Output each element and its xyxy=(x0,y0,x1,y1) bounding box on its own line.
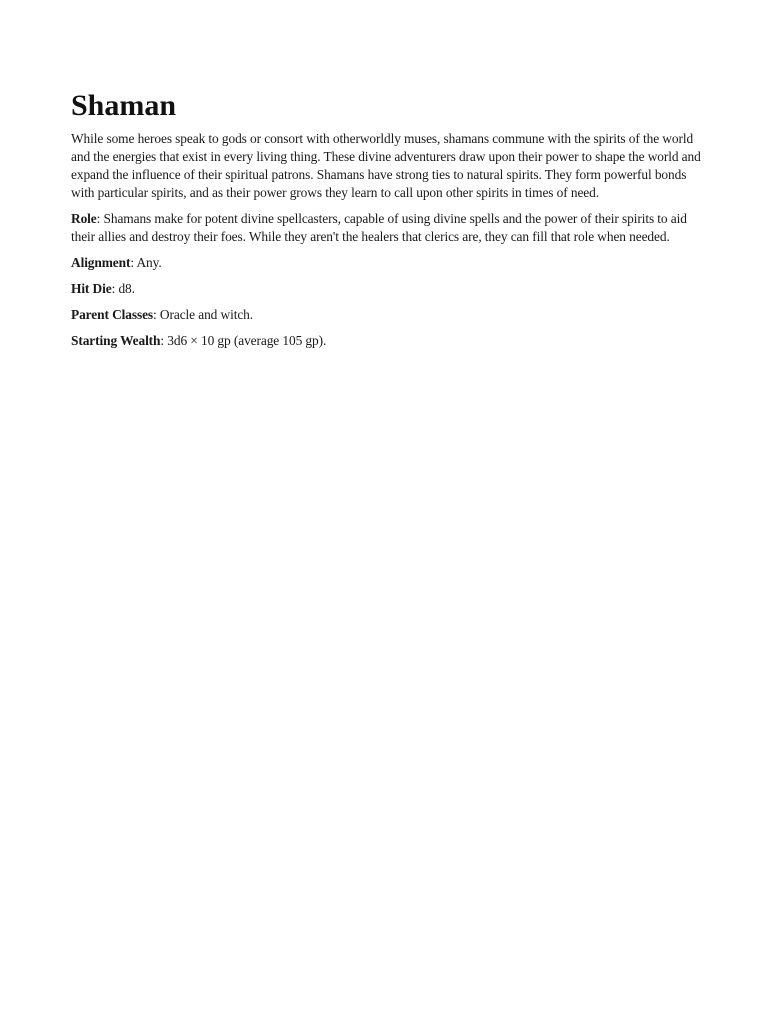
starting-wealth-value: : 3d6 × 10 gp (average 105 gp). xyxy=(160,333,327,348)
alignment-label: Alignment xyxy=(71,255,131,270)
starting-wealth-line xyxy=(71,332,701,350)
role-text: : Shamans make for potent divine spellcasters, capable of using divine spells and the power of their spirits to aid their allies and destroy their foes. While they aren't the healers that clerics are, they can fill that role when needed. xyxy=(71,211,687,244)
alignment-value: : Any. xyxy=(130,255,162,270)
parent-classes-label: Parent Classes xyxy=(71,307,154,322)
parent-classes-line xyxy=(71,306,701,324)
intro-paragraph: While some heroes speak to gods or consort with otherworldly muses, shamans commune with the spirits of the world and the energies that exist in every living thing. These divine adventurers draw upon their power to shape the world and expand the influence of their spiritual patrons. Shamans have strong ties to natural spirits. They form powerful bonds with particular spirits, and as their power grows they learn to call upon other spirits in times of need. xyxy=(71,131,701,200)
hit-die-line xyxy=(71,280,701,298)
role-paragraph xyxy=(71,210,701,246)
hit-die-value: : d8. xyxy=(111,281,135,296)
starting-wealth-label: Starting Wealth xyxy=(71,333,161,348)
alignment-line xyxy=(71,254,701,272)
page-title: Shaman xyxy=(71,89,177,122)
role-label: Role xyxy=(71,211,97,226)
parent-classes-value: : Oracle and witch. xyxy=(153,307,254,322)
document-page xyxy=(71,88,701,358)
hit-die-label: Hit Die xyxy=(71,281,112,296)
